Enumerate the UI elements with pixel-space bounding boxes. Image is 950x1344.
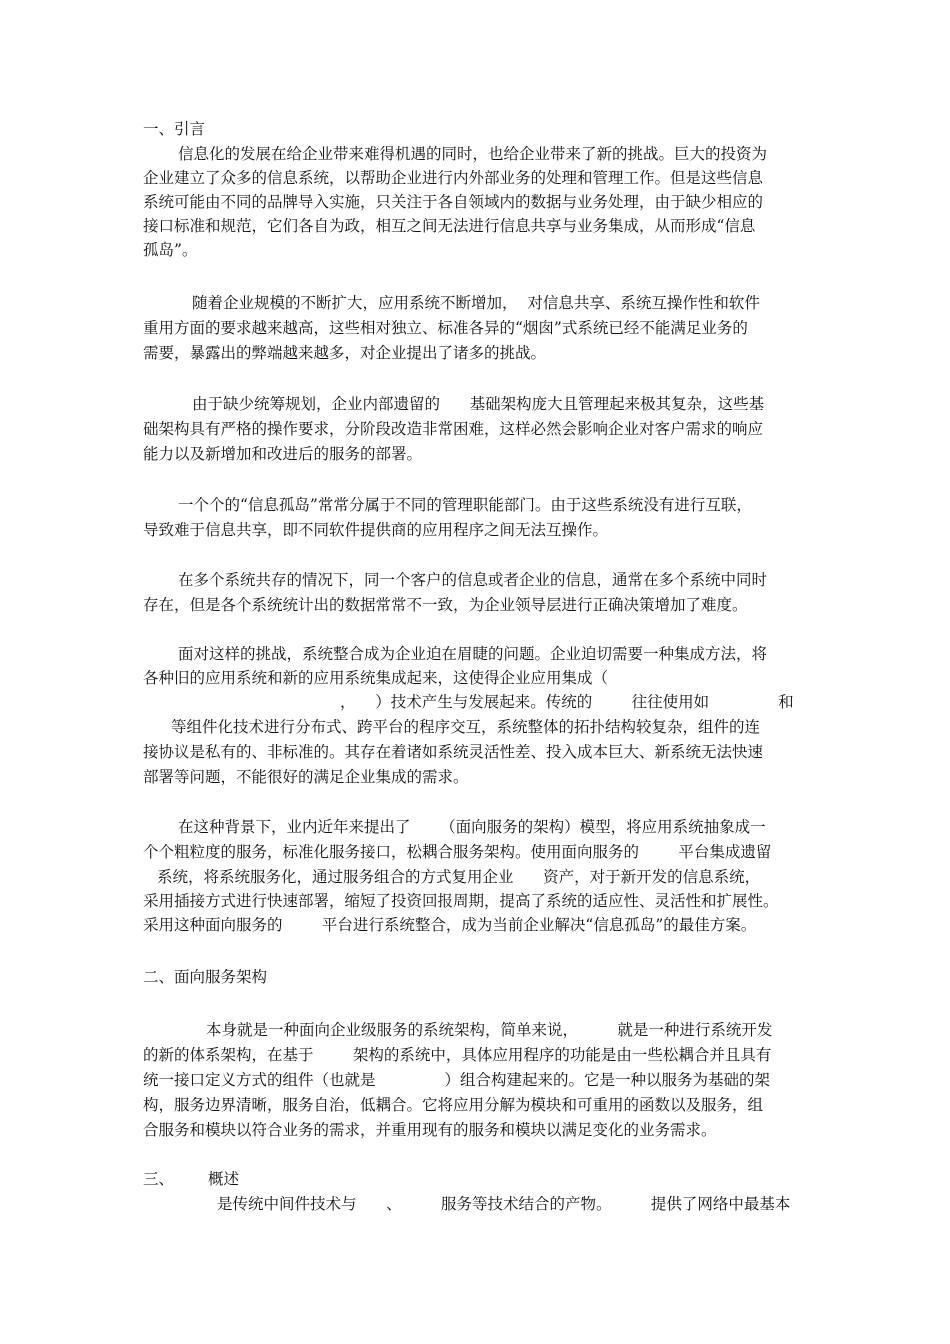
- text-line: 础架构具有严格的操作要求，分阶段改造非常困难，这样必然会影响企业对客户需求的响应: [143, 420, 764, 438]
- text-line: 随着企业规模的不断扩大，应用系统不断增加， 对信息共享、系统互操作性和软件: [192, 294, 760, 312]
- text-line: 是传统中间件技术与 、 服务等技术结合的产物。 提供了网络中最基本: [217, 1195, 791, 1213]
- text-line: 统一接口定义方式的组件（也就是 ）组合构建起来的。它是一种以服务为基础的架: [143, 1071, 770, 1089]
- text-line: ， ）技术产生与发展起来。传统的 往往使用如 和: [340, 693, 794, 711]
- text-line: 接口标准和规范，它们各自为政，相互之间无法进行信息共享与业务集成，从而形成“信息: [143, 217, 756, 235]
- text-line: 的新的体系架构，在基于 架构的系统中，具体应用程序的功能是由一些松耦合并且具有: [143, 1046, 772, 1064]
- text-line: 系统可能由不同的品牌导入实施，只关注于各自领域内的数据与业务处理，由于缺少相应的: [143, 193, 764, 211]
- text-line: 面对这样的挑战，系统整合成为企业迫在眉睫的问题。企业迫切需要一种集成方法，将: [178, 645, 768, 663]
- text-line: 本身就是一种面向企业级服务的系统架构，简单来说， 就是一种进行系统开发: [206, 1021, 773, 1039]
- text-line: 系统，将系统服务化，通过服务组合的方式复用企业 资产，对于新开发的信息系统，: [157, 868, 761, 886]
- text-line: 重用方面的要求越来越高，这些相对独立、标准各异的“烟囱”式系统已经不能满足业务的: [143, 319, 748, 337]
- text-line: 由于缺少统筹规划，企业内部遗留的 基础架构庞大且管理起来极其复杂，这些基: [192, 395, 765, 413]
- text-line: 存在，但是各个系统统计出的数据常常不一致，为企业领导层进行正确决策增加了难度。: [143, 596, 748, 614]
- text-line: 信息化的发展在给企业带来难得机遇的同时，也给企业带来了新的挑战。巨大的投资为: [178, 145, 768, 163]
- text-line: 等组件化技术进行分布式、跨平台的程序交互，系统整体的拓扑结构较复杂，组件的连: [171, 718, 761, 736]
- text-line: 采用插接方式进行快速部署，缩短了投资回报周期，提高了系统的适应性、灵活性和扩展性。: [143, 892, 779, 910]
- text-line: 合服务和模块以符合业务的需求，并重用现有的服务和模块以满足变化的业务需求。: [143, 1121, 717, 1139]
- text-line: 导致难于信息共享，即不同软件提供商的应用程序之间无法互操作。: [143, 521, 609, 539]
- text-line: 各种旧的应用系统和新的应用系统集成起来，这使得企业应用集成（: [143, 669, 609, 687]
- text-line: 在多个系统共存的情况下，同一个客户的信息或者企业的信息，通常在多个系统中同时: [178, 571, 768, 589]
- section-heading-intro: 一、引言: [143, 120, 206, 138]
- text-line: 孤岛”。: [143, 241, 198, 259]
- text-line: 采用这种面向服务的 平台进行系统整合，成为当前企业解决“信息孤岛”的最佳方案。: [143, 916, 757, 934]
- section-heading-number: 三、: [143, 1170, 175, 1188]
- text-line: 个个粗粒度的服务，标准化服务接口，松耦合服务架构。使用面向服务的 平台集成遗留: [143, 843, 772, 861]
- section-heading-soa: 二、面向服务架构: [143, 968, 268, 986]
- text-line: 企业建立了众多的信息系统，以帮助企业进行内外部业务的处理和管理工作。但是这些信息: [143, 169, 764, 187]
- text-line: 接协议是私有的、非标准的。其存在着诸如系统灵活性差、投入成本巨大、新系统无法快速: [143, 743, 764, 761]
- text-line: 构，服务边界清晰，服务自治，低耦合。它将应用分解为模块和可重用的函数以及服务，组: [143, 1096, 764, 1114]
- text-line: 部署等问题，不能很好的满足企业集成的需求。: [143, 768, 469, 786]
- section-heading-title: 概述: [208, 1170, 240, 1188]
- text-line: 一个个的“信息孤岛”常常分属于不同的管理职能部门。由于这些系统没有进行互联，: [178, 496, 752, 514]
- text-line: 在这种背景下，业内近年来提出了 （面向服务的架构）模型，将应用系统抽象成一: [178, 818, 766, 836]
- text-line: 能力以及新增加和改进后的服务的部署。: [143, 445, 423, 463]
- text-line: 需要，暴露出的弊端越来越多，对企业提出了诸多的挑战。: [143, 344, 547, 362]
